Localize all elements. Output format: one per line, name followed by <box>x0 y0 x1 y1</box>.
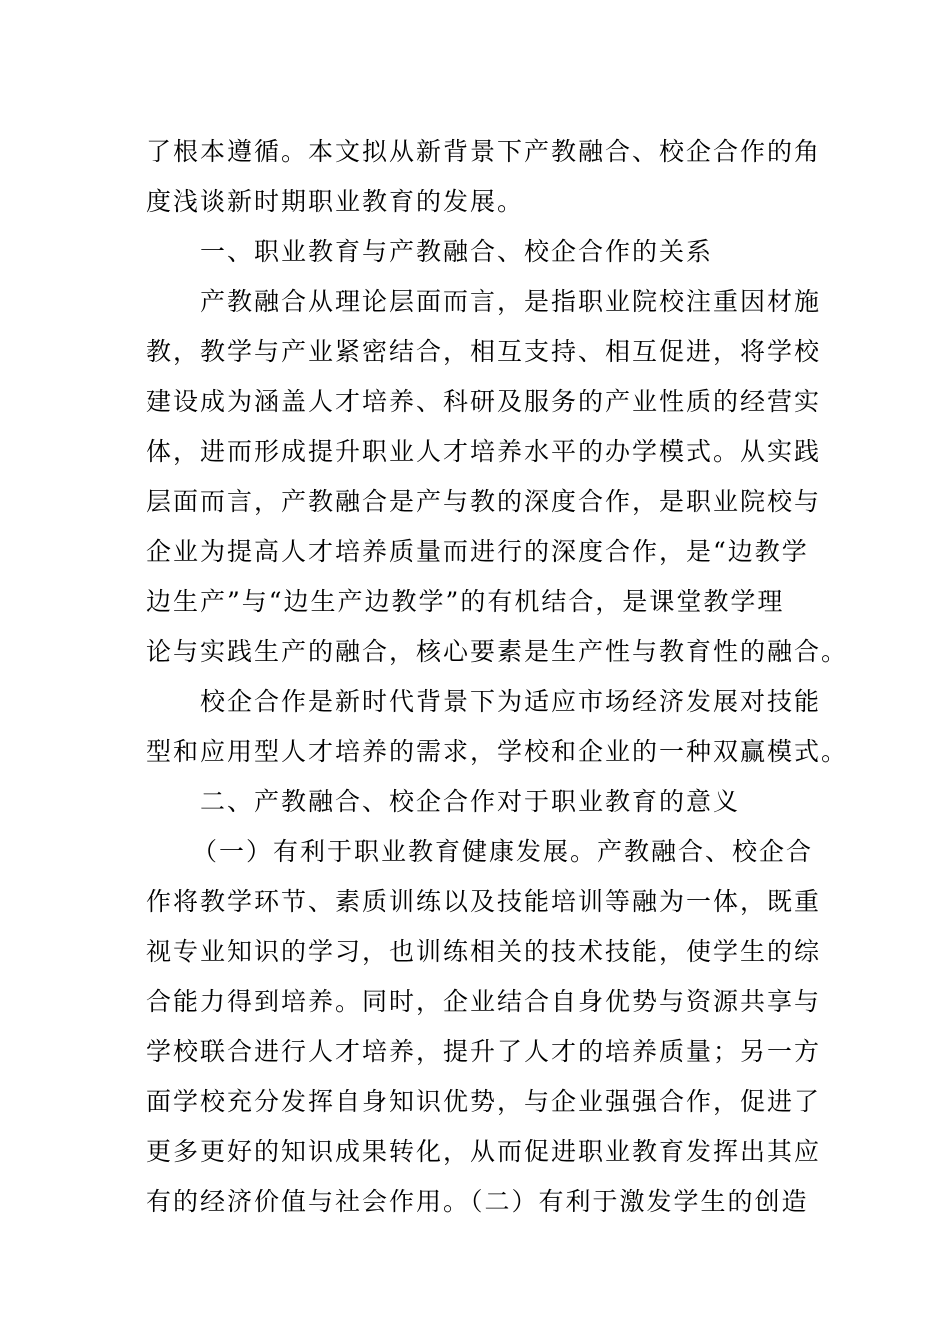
text-line: 体，进而形成提升职业人才培养水平的办学模式。从实践 <box>146 437 822 466</box>
text-line: 教，教学与产业紧密结合，相互支持、相互促进，将学校 <box>146 337 822 366</box>
text-line: 面学校充分发挥自身知识优势，与企业强强合作，促进了 <box>146 1087 822 1116</box>
text-line: 论与实践生产的融合，核心要素是生产性与教育性的融合。 <box>146 637 849 666</box>
text-line: 校企合作是新时代背景下为适应市场经济发展对技能 <box>200 687 822 716</box>
text-line: 建设成为涵盖人才培养、科研及服务的产业性质的经营实 <box>146 387 822 416</box>
text-line: 合能力得到培养。同时，企业结合自身优势与资源共享与 <box>146 987 822 1016</box>
text-line: 作将教学环节、素质训练以及技能培训等融为一体，既重 <box>146 887 822 916</box>
text-line: 企业为提高人才培养质量而进行的深度合作，是“边教学 <box>146 537 809 566</box>
text-line: 产教融合从理论层面而言，是指职业院校注重因材施 <box>200 287 822 316</box>
text-line: （一）有利于职业教育健康发展。产教融合、校企合 <box>192 837 814 866</box>
text-line: 有的经济价值与社会作用。（二）有利于激发学生的创造 <box>146 1187 809 1216</box>
text-line: 边生产”与“边生产边教学”的有机结合，是课堂教学理 <box>146 587 785 616</box>
text-line: 型和应用型人才培养的需求，学校和企业的一种双赢模式。 <box>146 737 849 766</box>
section-heading: 二、产教融合、校企合作对于职业教育的意义 <box>200 787 741 816</box>
text-line: 学校联合进行人才培养，提升了人才的培养质量；另一方 <box>146 1037 822 1066</box>
section-heading: 一、职业教育与产教融合、校企合作的关系 <box>200 237 714 266</box>
text-line: 视专业知识的学习，也训练相关的技术技能，使学生的综 <box>146 937 822 966</box>
document-body <box>146 127 849 1227</box>
text-line: 度浅谈新时期职业教育的发展。 <box>146 187 525 216</box>
text-line: 层面而言，产教融合是产与教的深度合作，是职业院校与 <box>146 487 822 516</box>
text-line: 更多更好的知识成果转化，从而促进职业教育发挥出其应 <box>146 1137 822 1166</box>
text-line: 了根本遵循。本文拟从新背景下产教融合、校企合作的角 <box>146 137 822 166</box>
